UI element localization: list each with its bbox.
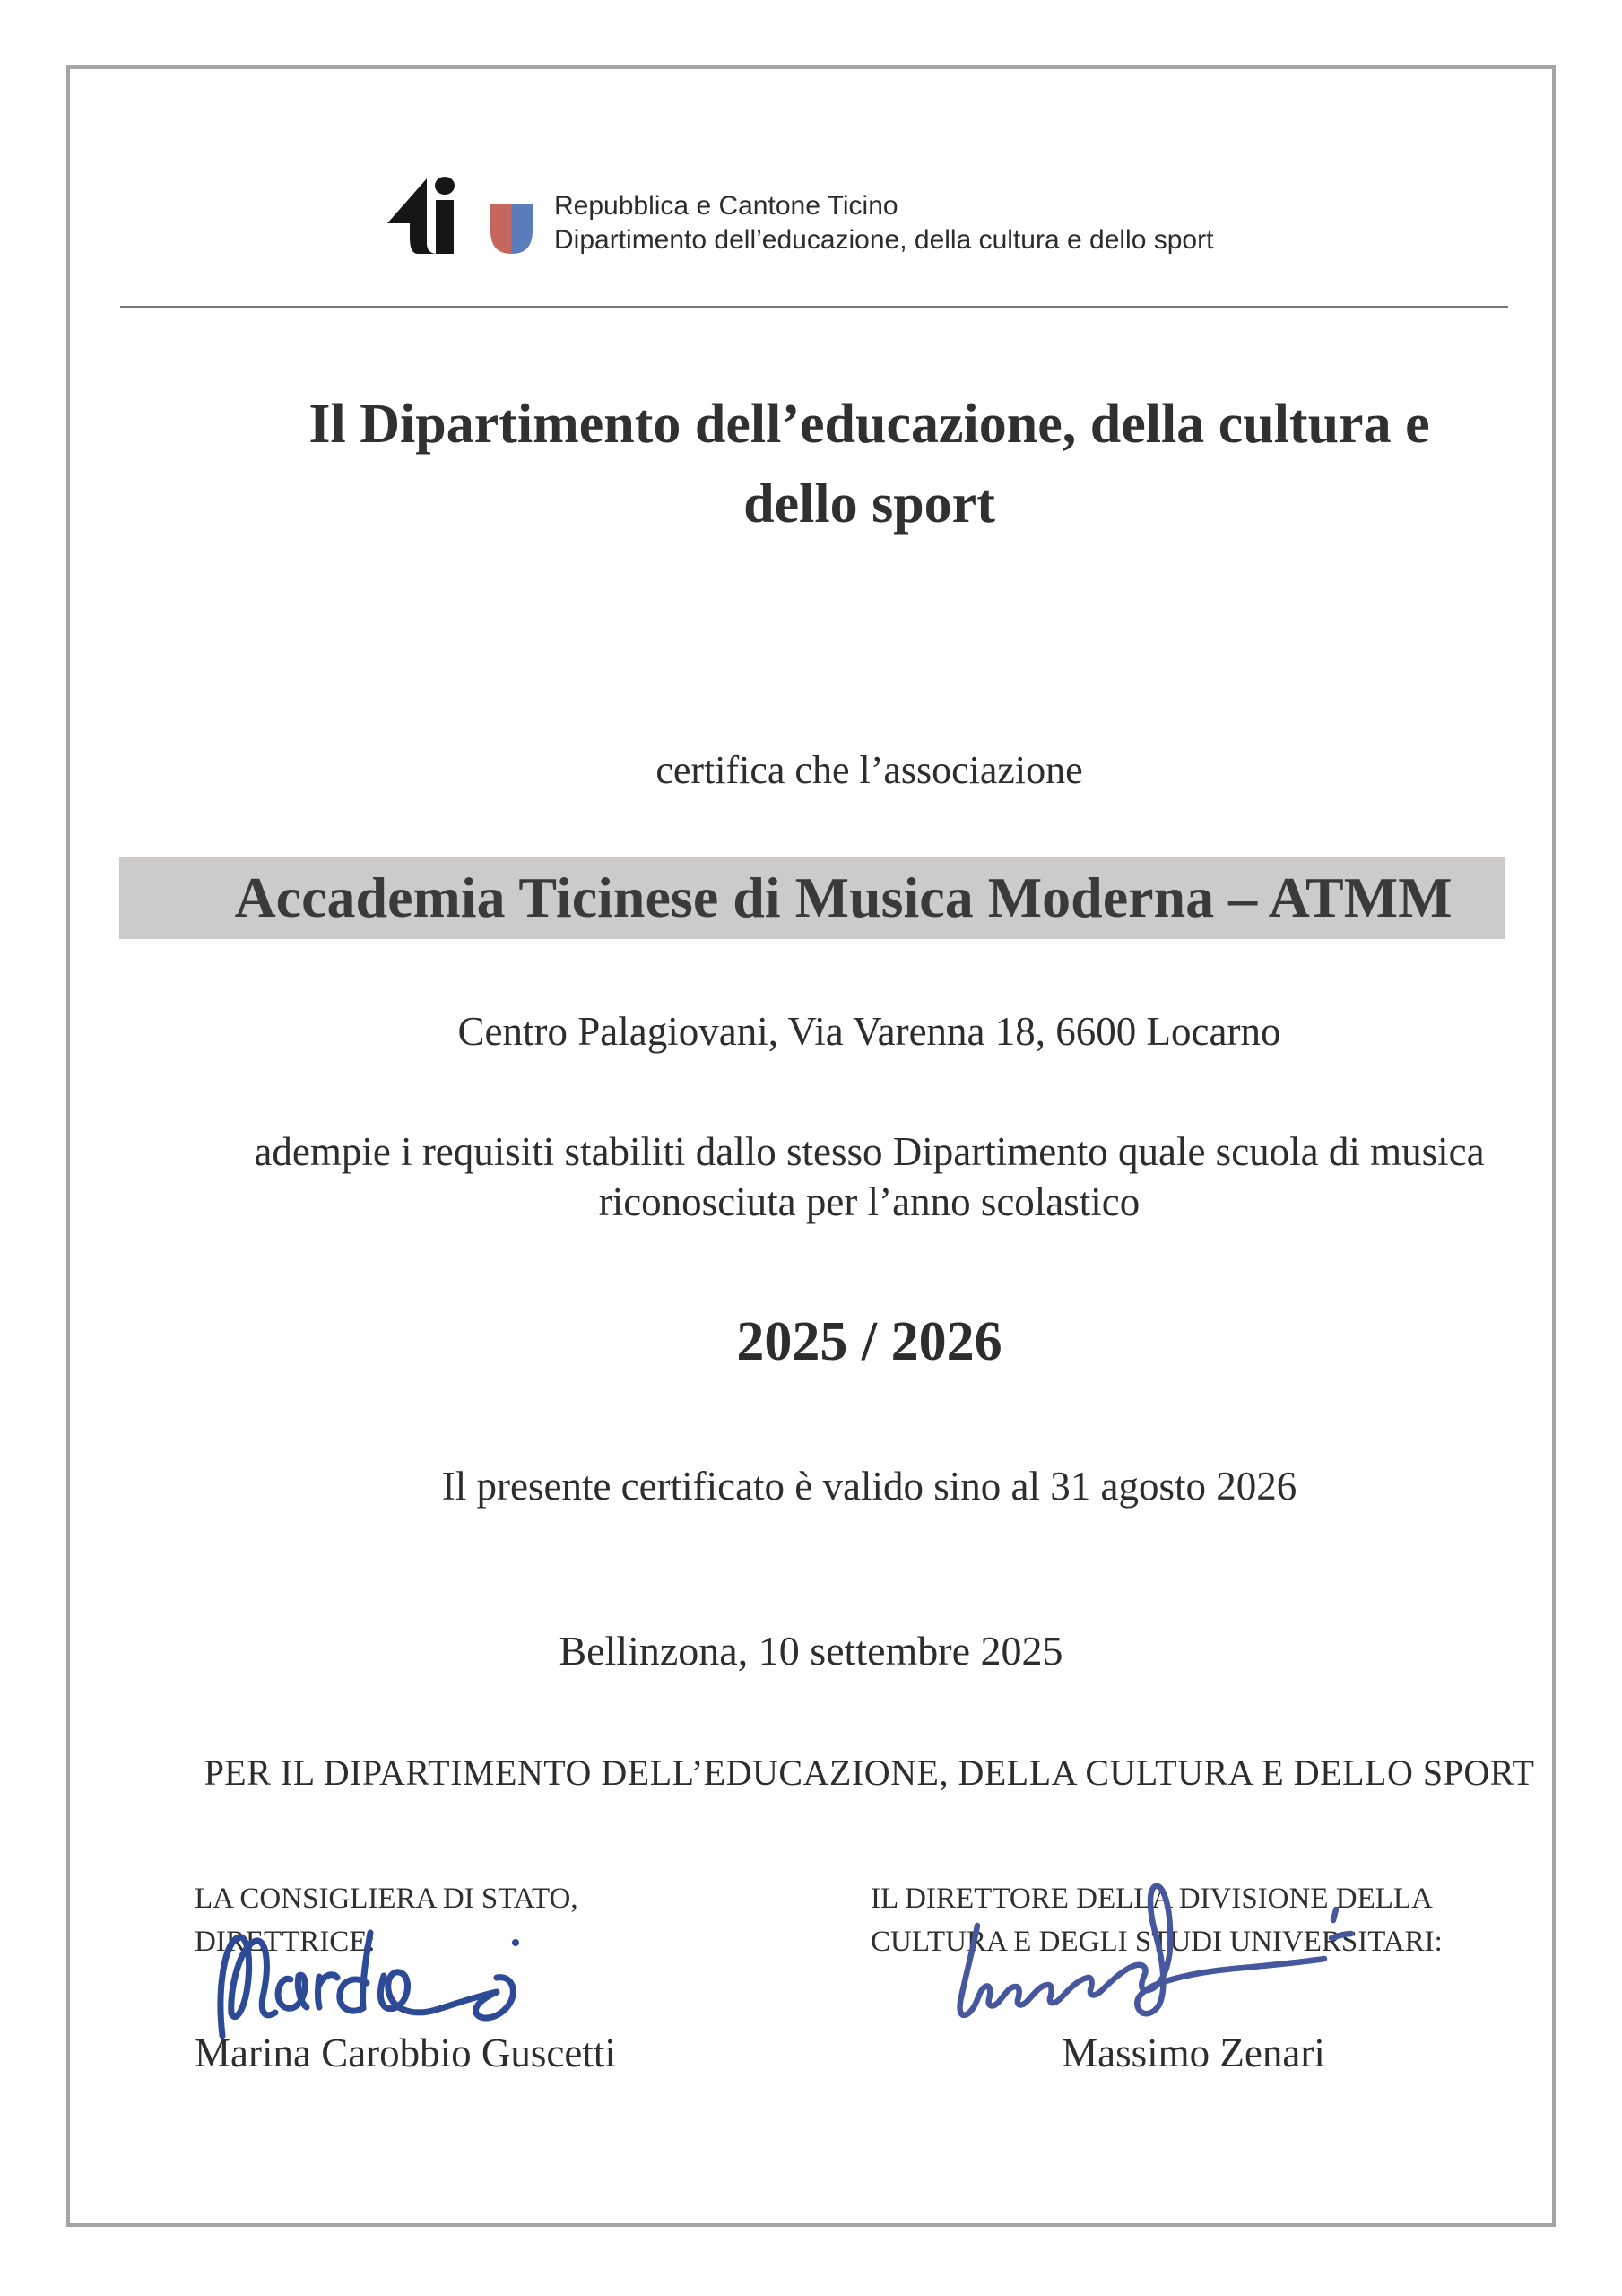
signature-left-name: Marina Carobbio Guscetti bbox=[195, 2031, 616, 2075]
school-year: 2025 / 2026 bbox=[736, 1311, 1002, 1372]
signature-left-role bbox=[195, 1877, 578, 1963]
statement-line1: adempie i requisiti stabiliti dallo stesso Dipartimento quale scuola di musica bbox=[254, 1129, 1485, 1174]
ti-cantone-logo-icon bbox=[386, 177, 466, 259]
header-divider bbox=[120, 306, 1508, 308]
ticino-shield-icon bbox=[490, 204, 533, 254]
signature-right-role-line1: IL DIRETTORE DELLA DIVISIONE DELLA bbox=[871, 1883, 1433, 1915]
signature-left-role-line1: LA CONSIGLIERA DI STATO, bbox=[195, 1883, 578, 1915]
org-line-1: Repubblica e Cantone Ticino bbox=[554, 191, 898, 221]
org-line-2: Dipartimento dell’educazione, della cultura e dello sport bbox=[554, 225, 1214, 255]
association-name-highlight bbox=[119, 857, 1505, 939]
certificate-page bbox=[66, 65, 1556, 2227]
document-title-line1: Il Dipartimento dell’educazione, della cultura e bbox=[308, 394, 1430, 455]
validity-line: Il presente certificato è valido sino al 31 agosto 2026 bbox=[441, 1464, 1297, 1509]
signature-right-name: Massimo Zenari bbox=[1062, 2031, 1325, 2075]
association-name: Accademia Ticinese di Musica Moderna – ATMM bbox=[234, 865, 1453, 929]
signature-left-role-line2: DIRETTRICE: bbox=[195, 1926, 376, 1958]
statement bbox=[186, 1126, 1552, 1227]
document-title bbox=[186, 385, 1552, 544]
document-title-line2: dello sport bbox=[743, 474, 995, 535]
header-organization bbox=[554, 189, 1213, 257]
statement-line2: riconosciuta per l’anno scolastico bbox=[598, 1179, 1141, 1224]
certify-line: certifica che l’associazione bbox=[655, 748, 1083, 792]
signature-right-role-line2: CULTURA E DEGLI STUDI UNIVERSITARI: bbox=[871, 1926, 1443, 1958]
signature-right-role bbox=[871, 1877, 1443, 1963]
association-address: Centro Palagiovani, Via Varenna 18, 6600 Locarno bbox=[457, 1009, 1281, 1054]
place-date: Bellinzona, 10 settembre 2025 bbox=[559, 1628, 1063, 1674]
on-behalf-line: PER IL DIPARTIMENTO DELL’EDUCAZIONE, DELLA CULTURA E DELLO SPORT bbox=[204, 1752, 1535, 1793]
